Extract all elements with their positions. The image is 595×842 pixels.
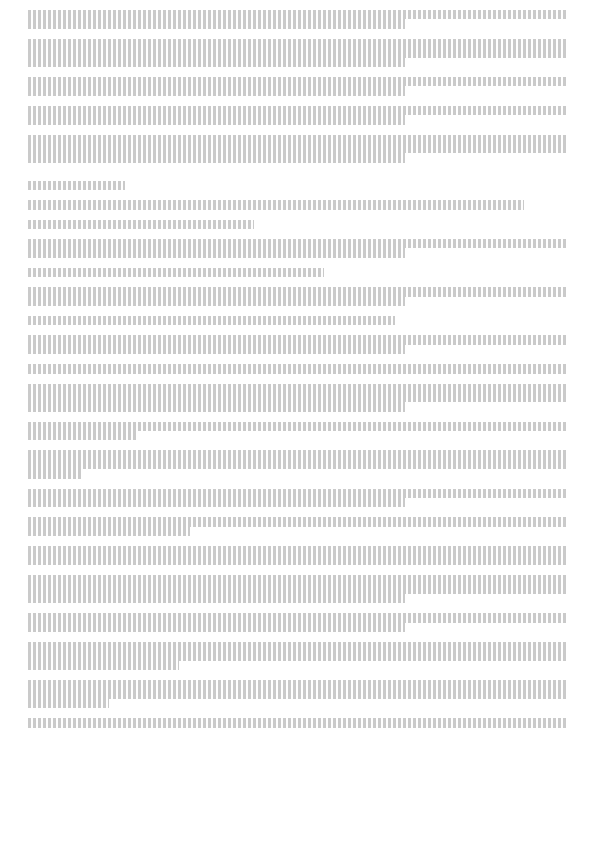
item-1 — [28, 239, 567, 258]
item-9 — [28, 642, 567, 670]
appendix-title — [28, 200, 567, 209]
item-9-continued — [28, 680, 567, 708]
intro-paragraph-4 — [28, 77, 567, 96]
item-3-bullet-4 — [28, 384, 567, 412]
intro-paragraph-3 — [28, 39, 567, 67]
item-3 — [28, 287, 567, 306]
item-3-bullet-1 — [28, 316, 567, 325]
intro-paragraph-5 — [28, 106, 567, 125]
item-3-bullet-3 — [28, 364, 567, 373]
item-8 — [28, 613, 567, 632]
intro-paragraph-6 — [28, 135, 567, 163]
item-3-bullet-2 — [28, 335, 567, 354]
item-3-bullet-6 — [28, 450, 567, 478]
item-6 — [28, 546, 567, 565]
item-3-bullet-5 — [28, 422, 567, 441]
section-heading — [28, 220, 567, 229]
appendix-note — [28, 181, 567, 190]
item-7 — [28, 575, 567, 603]
item-2 — [28, 268, 567, 277]
item-5 — [28, 517, 567, 536]
item-10 — [28, 718, 567, 727]
intro-paragraph-2 — [28, 10, 567, 29]
item-4 — [28, 489, 567, 508]
